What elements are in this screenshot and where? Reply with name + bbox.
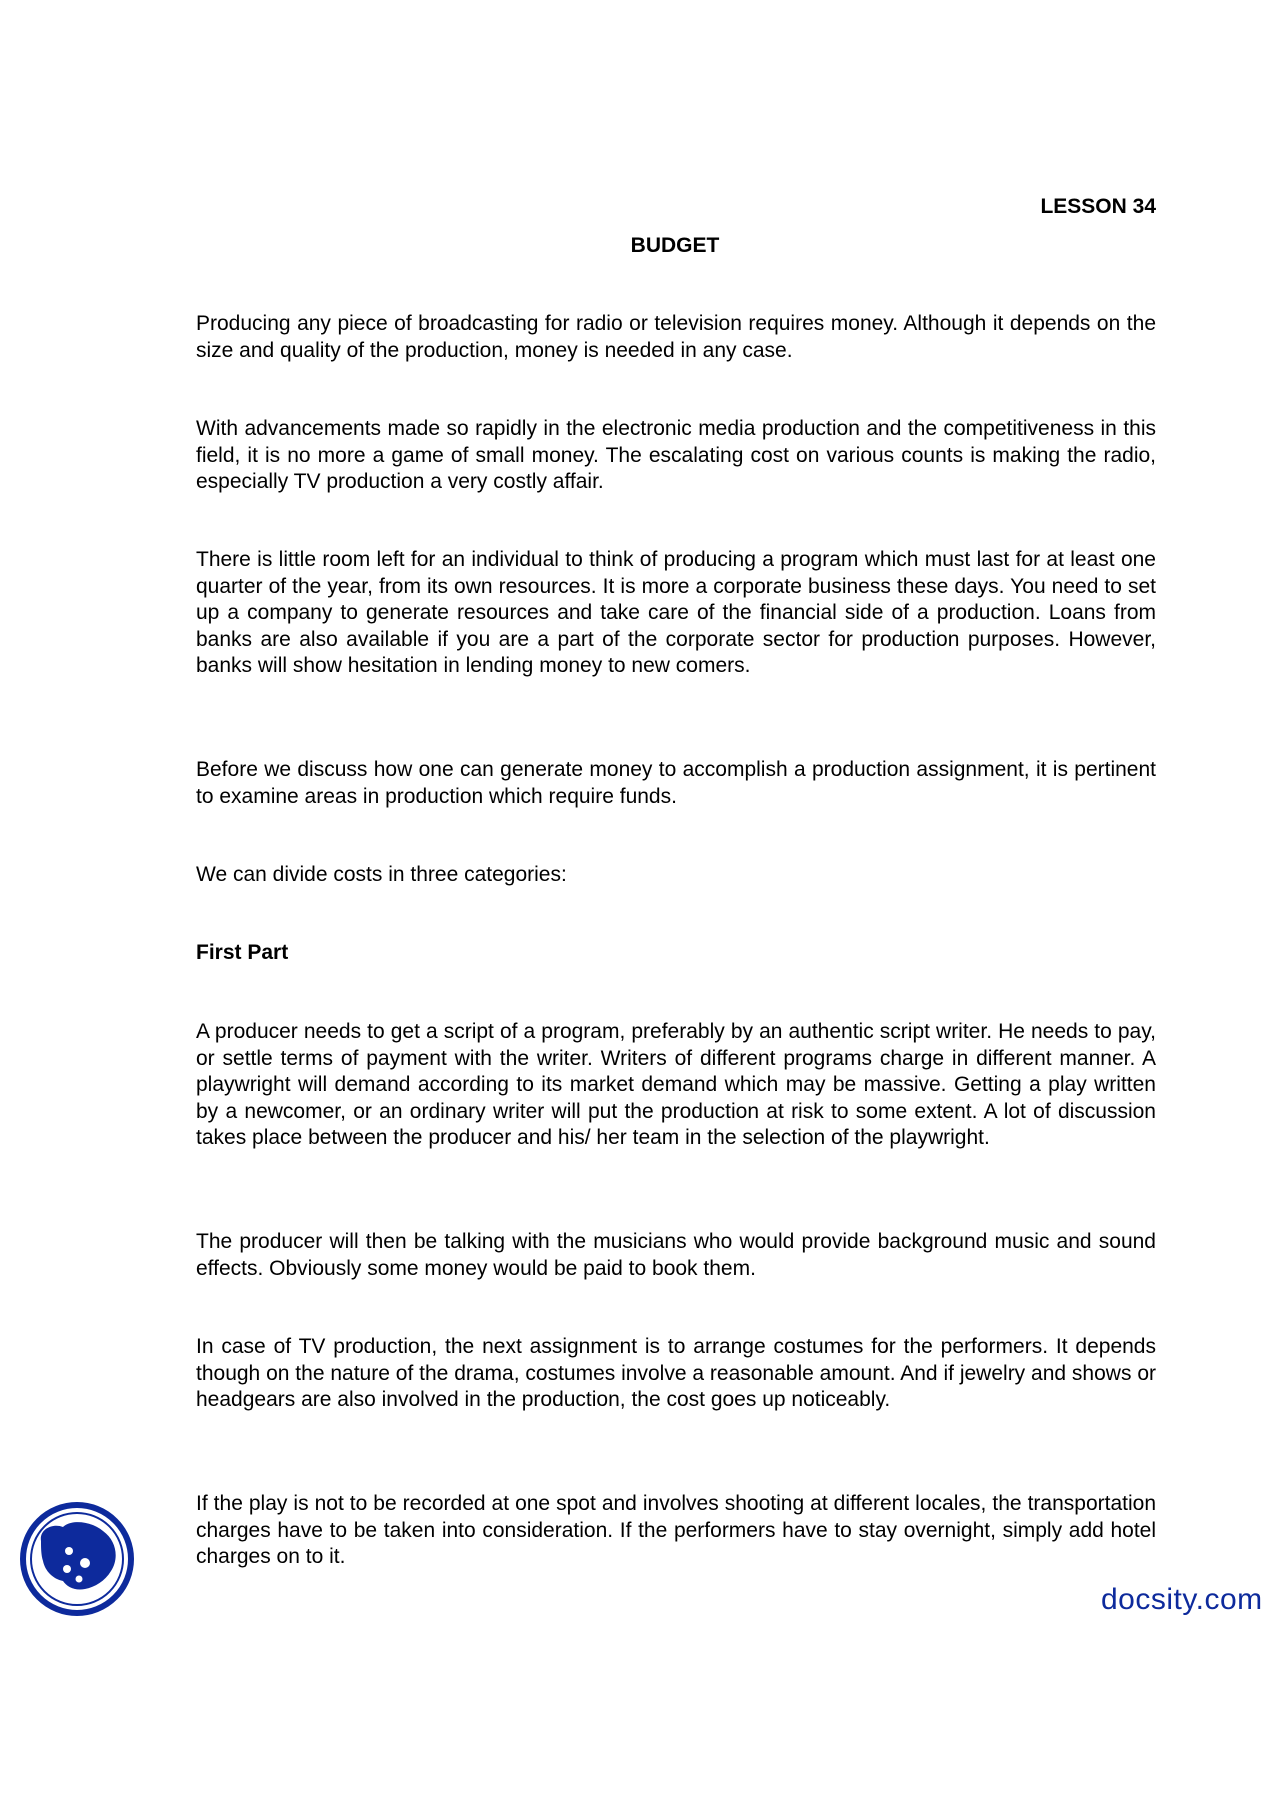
paragraph: In case of TV production, the next assignment is to arrange costumes for the performers. It depends though on the nature of the drama, costumes involve a reasonable amount. And if jewelry and shows or headgears are also involved in the production, the cost goes up noticeably. (196, 1335, 1156, 1411)
paragraph: There is little room left for an individual to think of producing a program which must last for at least one quarter of the year, from its own resources. It is more a corporate business these days. You need to set up a company to generate resources and take care of the financial side of a production. Loans from banks are also available if you are a part of the corporate sector for production purposes. However, banks will show hesitation in lending money to new comers. (196, 548, 1156, 677)
paragraph: We can divide costs in three categories: (196, 863, 567, 886)
docsity-logo-icon[interactable] (19, 1501, 135, 1617)
paragraph: If the play is not to be recorded at one spot and involves shooting at different locales, the transportation charges have to be taken into consideration. If the performers have to stay overnight, simply add hotel charges on to it. (196, 1492, 1156, 1568)
paragraph: With advancements made so rapidly in the electronic media production and the competitiveness in this field, it is no more a game of small money. The escalating cost on various counts is making the radio, especially TV production a very costly affair. (196, 417, 1156, 493)
paragraph: The producer will then be talking with the musicians who would provide background music and sound effects. Obviously some money would be paid to book them. (196, 1230, 1156, 1280)
paragraph: Before we discuss how one can generate money to accomplish a production assignment, it is pertinent to examine areas in production which require funds. (196, 758, 1156, 808)
section-heading: First Part (196, 941, 289, 964)
docsity-brand-link[interactable]: docsity.com (1101, 1583, 1263, 1616)
paragraph: Producing any piece of broadcasting for radio or television requires money. Although it depends on the size and quality of the production, money is needed in any case. (196, 312, 1156, 362)
paragraph: A producer needs to get a script of a program, preferably by an authentic script writer. He needs to pay, or settle terms of payment with the writer. Writers of different programs charge in different manner. A playwright will demand according to its market demand which may be massive. Getting a play written by a newcomer, or an ordinary writer will put the production at risk to some extent. A lot of discussion takes place between the producer and his/ her team in the selection of the playwright. (196, 1020, 1156, 1149)
lesson-number: LESSON 34 (1040, 195, 1156, 218)
page-title: BUDGET (630, 234, 720, 257)
